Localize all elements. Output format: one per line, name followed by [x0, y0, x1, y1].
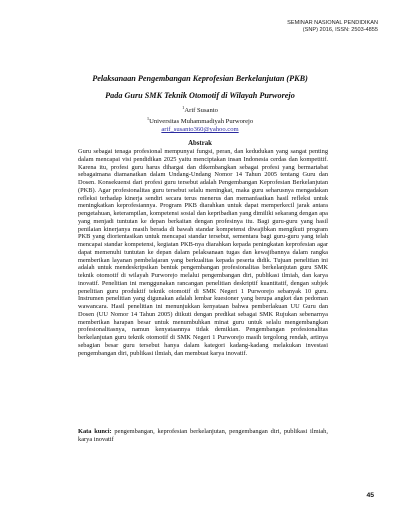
- paper-title-line-2: Pada Guru SMK Teknik Otomotif di Wilayah Purworejo: [105, 91, 295, 100]
- author-name-line: [60, 104, 340, 115]
- keywords: [78, 428, 328, 444]
- keywords-text: pengembangan, keprofesian berkelanjutan, pengembangan diri, publikasi ilmiah, karya inovatif: [78, 428, 328, 443]
- journal-header-line-1: SEMINAR NASIONAL PENDIDIKAN: [287, 20, 378, 26]
- paper-title-line-1: Pelaksanaan Pengembangan Keprofesian Berkelanjutan (PKB): [92, 74, 308, 83]
- affiliation: Universitas Muhammadiyah Purworejo: [149, 118, 254, 126]
- abstract-heading: Abstrak: [188, 140, 212, 147]
- abstract-body: Guru sebagai tenaga profesional mempunyai fungsi, peran, dan kedudukan yang sangat penting dalam mencapai visi pendidikan 2025 yaitu menciptakan insan Indonesia cerdas dan kompetitif. Karena itu, profesi guru harus dihargai dan dikembangkan sebagai profesi yang bermartabat sebagaimana diamanatkan dalam Undang-Undang Nomor 14 Tahun 2005 tentang Guru dan Dosen. Konsekuensi dari profesi guru tersebut adalah Pengembangan Keprofesian Berkelanjutan (PKB). Agar profesionalitas guru tersebut selalu meningkat, maka guru seharusnya mengadakan refleksi terhadap kinerja sendiri secara terus menerus dan memanfaatkan hasil refleksi untuk meningkatkan keprofesiannya. Program PKB diarahkan untuk dapat memperkecil jarak antara pengetahuan, keterampilan, kompetensi sosial dan kepribadian yang dimiliki sekarang dengan apa yang menjadi tuntutan ke depan berkaitan dengan profesinya itu. Bagi guru-guru yang hasil penilaian kinerjanya masih berada di bawah standar kompetensi diwajibkan mengikuti program PKB yang diorientasikan untuk mencapai standar tersebut, sementara bagi guru-guru yang telah mencapai standar kompetensi, kegiatan PKB-nya diarahkan kepada peningkatan keprofesian agar dapat memenuhi tuntutan ke depan dalam pelaksanaan tugas dan kewajibannya dalam rangka memberikan layanan pembelajaran yang berkualitas kepada peserta didik. Tujuan penelitian ini adalah untuk mendeskripsikan bentuk pengembangan profesionalitas berkelanjutan guru SMK teknik otomotif di wilayah Purworejo melalui pengembangan diri, publikasi ilmiah, dan karya inovatif. Penelitian ini menggunakan rancangan penelitian deskriptif kuantitatif, dengan subjek penelitian guru produktif teknik otomotif di SMK Negeri 1 Purworejo sebanyak 10 guru. Instrumen penelitian yang digunakan adalah lembar kuesioner yang berupa angket dan pedoman wawancara. Hasil penelitian ini menunjukkan kenyataan bahwa pemberlakuan UU Guru dan Dosen (UU Nomor 14 Tahun 2005) diikuti dengan predikat sebagai SMK Rujukan sebenarnya memberikan harapan besar untuk menumbuhkan minat guru untuk selalu mengembangkan profesionalitasnya, namun kenyataannya tidak demikian. Pengembangan profesionalitas berkelanjutan guru teknik otomotif di SMK Negeri 1 Purworejo masih tergolong rendah, artinya sebagian besar guru tersebut hanya dalam kategori kadang-kadang melakukan investasi pengembangan diri, publikasi ilmiah, dan membuat karya inovatif.: [78, 148, 328, 357]
- keywords-label: Kata kunci:: [78, 428, 112, 435]
- author-marker: 1: [182, 105, 185, 110]
- paper-title: [60, 70, 340, 104]
- author-name: Arif Susanto: [184, 107, 218, 115]
- affiliation-marker: 1: [146, 116, 150, 122]
- author-email-link[interactable]: arif_susanto360@yahoo.com: [161, 126, 239, 134]
- affiliation-line: [60, 115, 340, 126]
- journal-header-line-2: (SNP) 2016, ISSN: 2503-4855: [302, 27, 378, 33]
- page-number: 45: [366, 492, 374, 499]
- author-block: [60, 104, 340, 134]
- journal-header: [287, 20, 378, 34]
